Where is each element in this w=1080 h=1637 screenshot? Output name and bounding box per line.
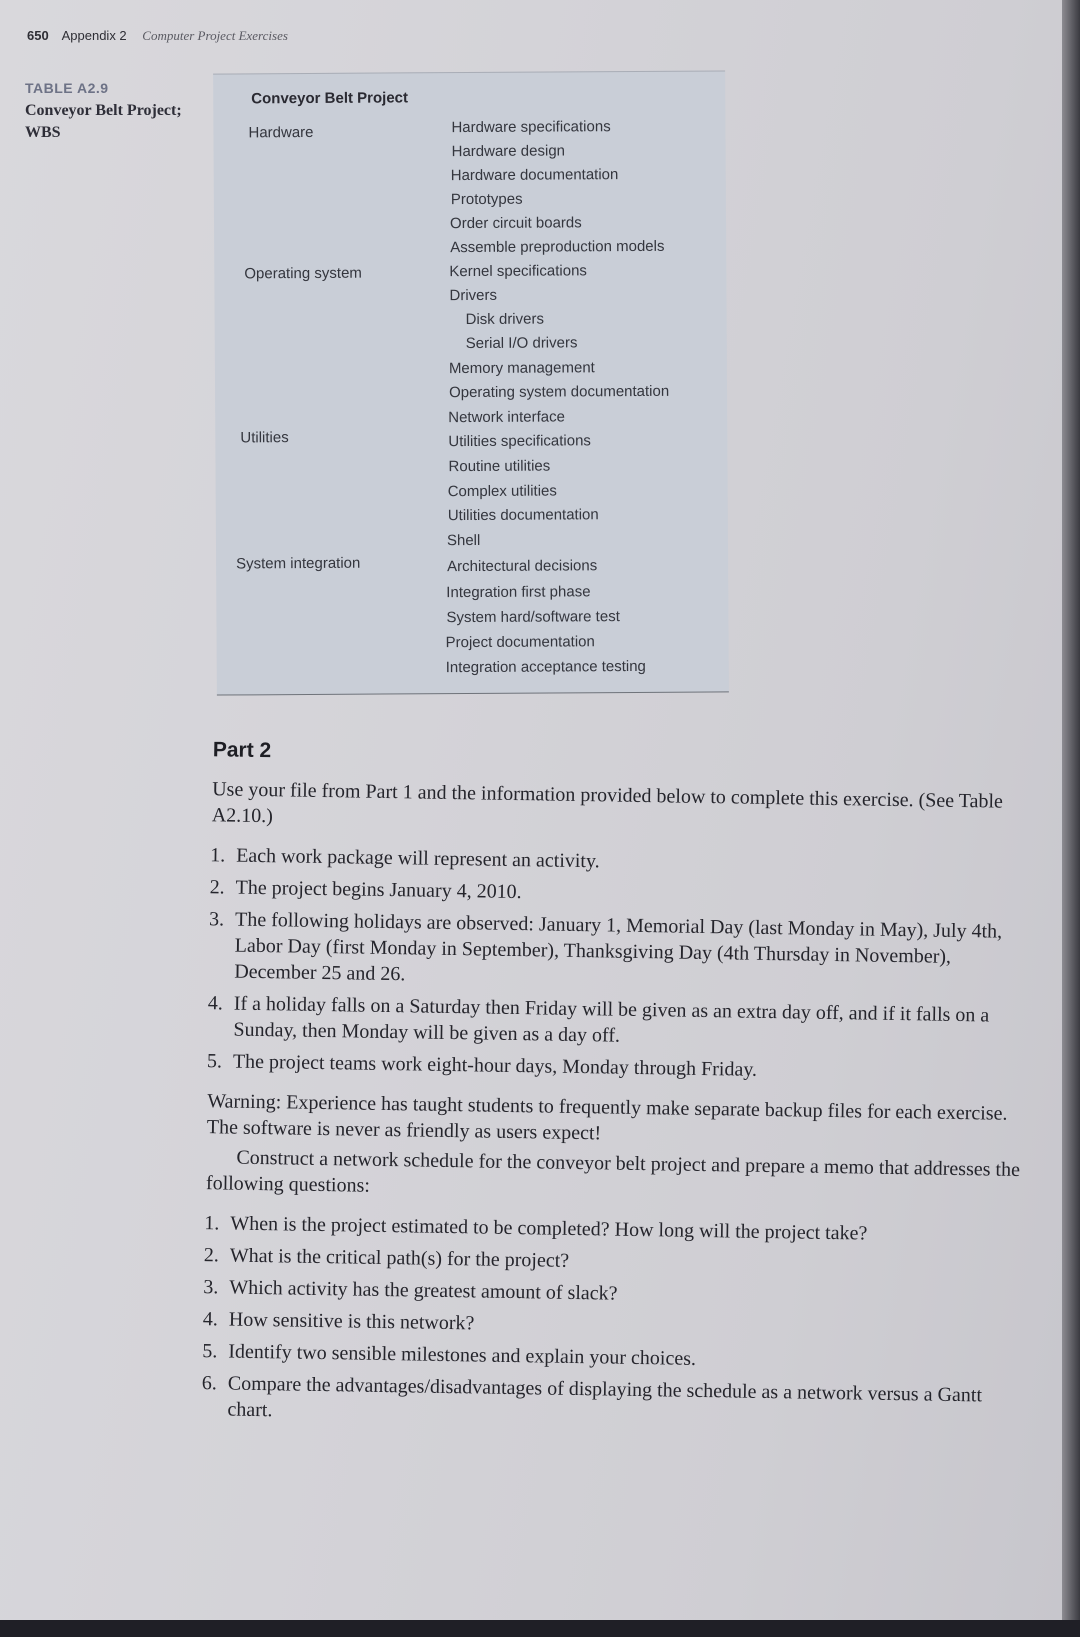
table-label: TABLE A2.9 xyxy=(25,80,109,96)
part2-intro: Use your file from Part 1 and the information provided below to complete this exercise. (See Table A2.10.) xyxy=(211,778,1004,828)
background-strip xyxy=(0,1620,1080,1637)
appendix-label: Appendix 2 xyxy=(61,28,127,43)
wbs-item: Integration first phase xyxy=(446,583,591,602)
wbs-item: Utilities documentation xyxy=(447,506,599,525)
page-number: 650 xyxy=(27,28,49,43)
list-item: 5. Identify two sensible milestones and explain your choices. xyxy=(202,1340,697,1370)
instruction-text: Construct a network schedule for the conveyor belt project and prepare a memo that addresses the following questions: xyxy=(205,1146,1021,1197)
wbs-item: Operating system documentation xyxy=(449,382,670,402)
wbs-item: Shell xyxy=(446,531,481,550)
warning-text: Warning: Experience has taught students to frequently make separate backup files for each exercise. The software is never as friendly as users expect! xyxy=(206,1090,1008,1145)
rules-list xyxy=(193,842,1047,1087)
wbs-group-utilities: Utilities xyxy=(240,429,289,447)
part2-heading: Part 2 xyxy=(212,738,272,763)
questions-list xyxy=(187,1210,1040,1435)
list-item: 4. How sensitive is this network? xyxy=(202,1308,475,1335)
wbs-item: Hardware design xyxy=(451,142,566,161)
wbs-item: Order circuit boards xyxy=(449,214,582,233)
wbs-item: Assemble preproduction models xyxy=(450,237,665,257)
list-item: 2. The project begins January 4, 2010. xyxy=(209,876,522,904)
list-item: 1. When is the project estimated to be completed? How long will the project take? xyxy=(204,1212,868,1245)
wbs-group-operating-system: Operating system xyxy=(244,264,362,283)
wbs-group-system-integration: System integration xyxy=(236,554,361,573)
list-item: 6. Compare the advantages/disadvantages of displaying the schedule as a network versus a Gantt chart. xyxy=(201,1372,983,1422)
wbs-group-hardware: Hardware xyxy=(248,123,314,142)
running-head xyxy=(27,28,288,44)
wbs-item: Kernel specifications xyxy=(449,262,587,281)
wbs-item: Utilities specifications xyxy=(448,432,591,451)
page-edge-shadow xyxy=(1062,0,1080,1637)
list-item: 1. Each work package will represent an activity. xyxy=(209,844,600,873)
wbs-item: Complex utilities xyxy=(447,482,557,501)
list-item: 3. The following holidays are observed: January 1, Memorial Day (last Monday in May), July 4th, Labor Day (first Monday in September), Thanksgiving Day (4th Thursday in November), December 25 and 26. xyxy=(208,908,1003,986)
wbs-item: Network interface xyxy=(448,408,565,427)
wbs-title: Conveyor Belt Project xyxy=(251,89,409,108)
list-item: 4. If a holiday falls on a Saturday then Friday will be given as an extra day off, and if it falls on a Sunday, then Monday will be given as a day off. xyxy=(207,992,990,1047)
section-label: Computer Project Exercises xyxy=(142,28,288,43)
table-title: Conveyor Belt Project; WBS xyxy=(25,102,182,141)
wbs-item: Integration acceptance testing xyxy=(445,657,646,677)
part2-section xyxy=(187,738,1048,1449)
wbs-item: System hard/software test xyxy=(446,608,620,627)
wbs-table xyxy=(213,70,729,695)
wbs-subitem: Serial I/O drivers xyxy=(465,334,578,353)
wbs-item: Hardware specifications xyxy=(451,118,611,137)
wbs-item: Memory management xyxy=(448,359,595,378)
wbs-item: Project documentation xyxy=(445,633,595,652)
wbs-item: Hardware documentation xyxy=(450,166,619,185)
list-item: 5. The project teams work eight-hour days, Monday through Friday. xyxy=(206,1050,758,1081)
wbs-item: Prototypes xyxy=(450,190,523,209)
wbs-item: Architectural decisions xyxy=(447,557,598,576)
wbs-subitem: Disk drivers xyxy=(465,310,545,329)
list-item: 3. Which activity has the greatest amount of slack? xyxy=(203,1276,618,1305)
wbs-item: Routine utilities xyxy=(448,457,551,476)
list-item: 2. What is the critical path(s) for the project? xyxy=(203,1244,570,1272)
table-caption xyxy=(25,80,195,144)
wbs-item: Drivers xyxy=(449,286,498,305)
